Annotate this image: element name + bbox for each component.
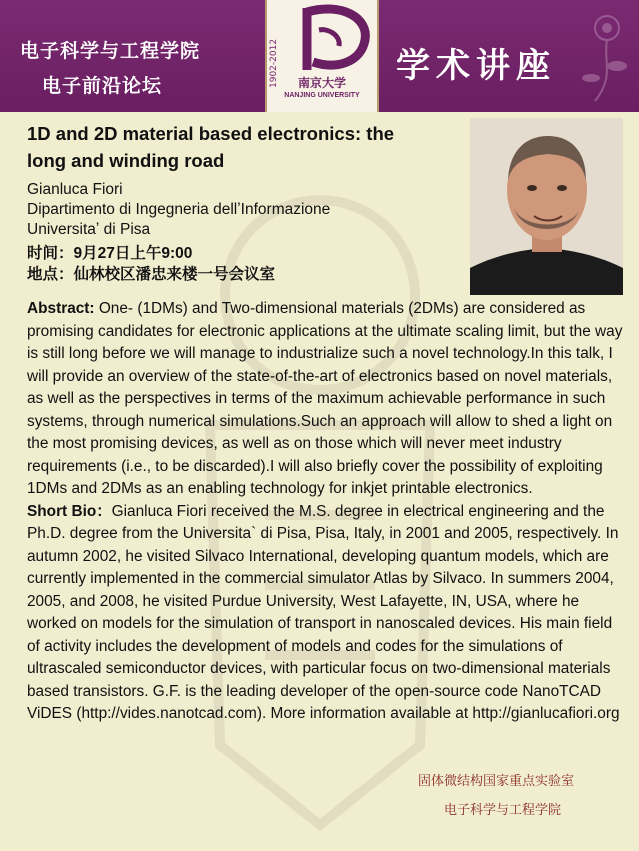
talk-body — [27, 298, 627, 726]
talk-title: 1D and 2D material based electronics: the long and winding road — [27, 123, 395, 171]
logo-years: 1902-2012 — [269, 38, 279, 88]
header-banner — [0, 0, 639, 112]
footer-school-name: 电子科学与工程学院 — [444, 803, 562, 818]
speaker-university: Universitaʼ di Pisa — [27, 221, 151, 238]
speaker-name: Gianluca Fiori — [27, 181, 123, 198]
talk-time: 时间：9月27日上午9:00 — [27, 245, 193, 262]
lecture-heading: 学术讲座 — [396, 46, 556, 86]
university-logo — [265, 0, 379, 112]
logo-university-en: NANJING UNIVERSITY — [284, 92, 360, 99]
forum-name: 电子前沿论坛 — [42, 75, 163, 97]
talk-info — [27, 120, 627, 285]
abstract-label: Abstract: — [27, 300, 95, 317]
forum-title-block — [20, 36, 200, 98]
talk-location: 地点：仙林校区潘忠来楼一号会议室 — [27, 266, 276, 283]
bio-label: Short Bio： — [27, 502, 112, 520]
school-name: 电子科学与工程学院 — [20, 40, 201, 62]
abstract-paragraph — [27, 298, 627, 501]
flower-decoration-icon — [555, 6, 635, 106]
bio-paragraph — [27, 501, 627, 726]
speaker-department: Dipartimento di Ingegneria dellʼInformazione — [27, 201, 331, 218]
footer-lab-name: 固体微结构国家重点实验室 — [418, 774, 575, 789]
logo-university-cn: 南京大学 — [297, 76, 346, 90]
abstract-text: One- (1DMs) and Two-dimensional materials (2DMs) are considered as promising candidates for electronic applications at the ultimate scaling limit, but the way is still long before we will manage to industrialize such a novel technology.In this talk, I will provide an overview of the state-of-the-art of electronics based on novel materials, as well as the perspectives in terms of the maximum achievable performance in such systems, through numerical simulations.Such an approach will allow to shed a light on the most promising devices, as well as on those which will never meet industry requirements (i.e., to be discarded).I will also briefly cover the possibility of exploiting 1DMs and 2DMs as an enabling technology for inkjet printable electronics. — [27, 300, 623, 497]
bio-text: Gianluca Fiori received the M.S. degree in electrical engineering and the Ph.D. degree from the Universita` di Pisa, Pisa, Italy, in 2001 and 2005, respectively. In autumn 2002, he visited Silvaco International, developing quantum models, which are currently implemented in the commercial simulator Atlas by Silvaco. In summers 2004, 2005, and 2008, he visited Purdue University, West Lafayette, IN, USA, where he worked on models for the simulation of transport in nanoscaled devices. His main field of activity includes the development of models and codes for the simulations of ultrascaled semiconductor devices, with particular focus on two-dimensional materials based transistors. G.F. is the leading developer of the open-source code NanoTCAD ViDES (http://vides.nanotcad.com). More information available at http://gianlucafiori.org — [27, 502, 620, 722]
